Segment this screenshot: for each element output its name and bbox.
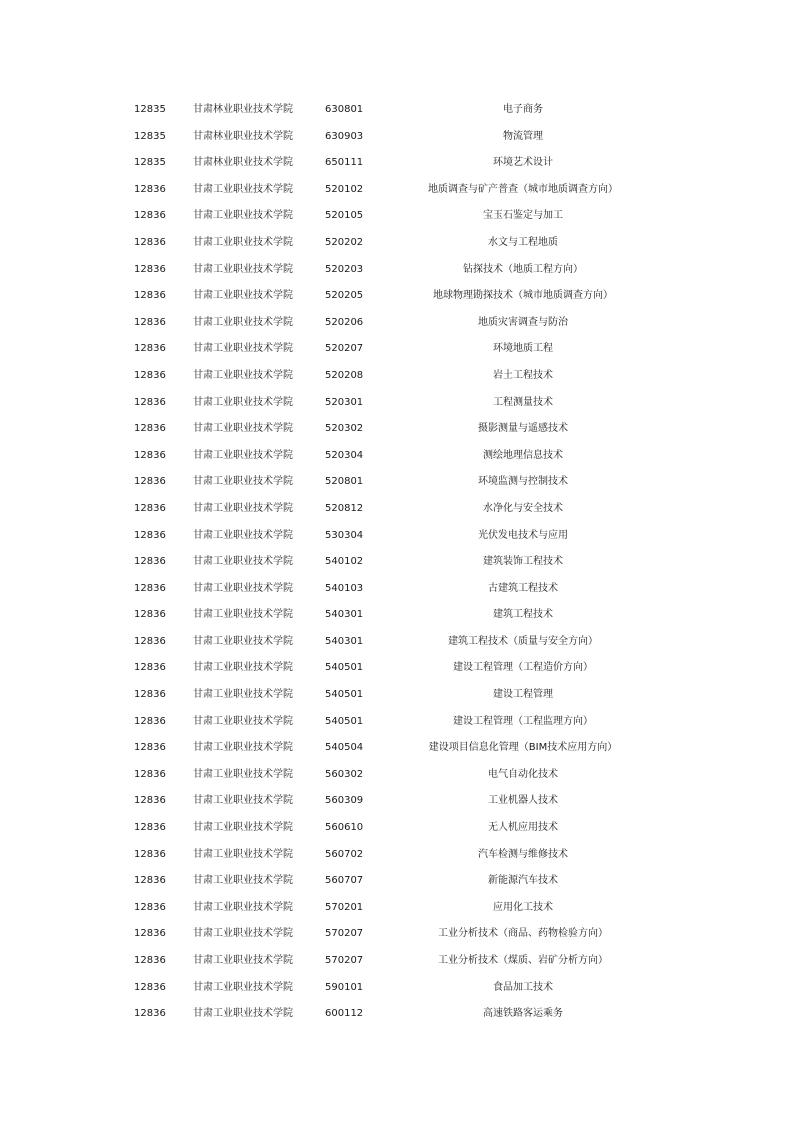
major-code-cell: 570201: [325, 901, 364, 913]
table-row: [0, 682, 794, 709]
table-row: [0, 576, 794, 603]
school-name-cell: 甘肃工业职业技术学院: [193, 236, 293, 248]
major-name-cell: 工程测量技术: [493, 396, 553, 408]
major-name-cell: 建设工程管理: [493, 689, 553, 701]
major-code-cell: 540301: [325, 609, 364, 621]
major-code-cell: 650111: [325, 157, 364, 169]
school-code-cell: 12836: [134, 529, 166, 541]
table-row: [0, 948, 794, 975]
school-code-cell: 12836: [134, 795, 166, 807]
major-code-cell: 540504: [325, 742, 364, 754]
major-name-cell: 建设工程管理（工程监理方向）: [453, 715, 593, 727]
table-row: [0, 310, 794, 337]
school-name-cell: 甘肃工业职业技术学院: [193, 928, 293, 940]
major-name-cell: 环境艺术设计: [493, 157, 553, 169]
major-code-cell: 520203: [325, 263, 364, 275]
school-name-cell: 甘肃工业职业技术学院: [193, 183, 293, 195]
school-code-cell: 12836: [134, 236, 166, 248]
table-row: [0, 97, 794, 124]
table-row: [0, 523, 794, 550]
major-code-cell: 520207: [325, 343, 364, 355]
major-code-cell: 540103: [325, 582, 364, 594]
major-code-cell: 530304: [325, 529, 364, 541]
school-name-cell: 甘肃工业职业技术学院: [193, 210, 293, 222]
table-row: [0, 975, 794, 1002]
major-name-cell: 工业分析技术（煤质、岩矿分析方向）: [438, 955, 608, 966]
school-name-cell: 甘肃工业职业技术学院: [193, 875, 293, 887]
school-code-cell: 12836: [134, 449, 166, 461]
major-code-cell: 520202: [325, 236, 364, 248]
major-code-cell: 600112: [325, 1008, 364, 1020]
school-code-cell: 12836: [134, 901, 166, 913]
table-row: [0, 177, 794, 204]
major-name-cell: 新能源汽车技术: [488, 875, 558, 887]
school-name-cell: 甘肃工业职业技术学院: [193, 476, 293, 488]
school-code-cell: 12836: [134, 928, 166, 940]
school-name-cell: 甘肃工业职业技术学院: [193, 369, 293, 381]
major-name-cell: 汽车检测与维修技术: [478, 848, 568, 860]
school-code-cell: 12836: [134, 715, 166, 727]
table-row: [0, 1001, 794, 1028]
major-name-cell: 建设项目信息化管理（BIM技术应用方向）: [428, 742, 618, 754]
major-name-cell: 测绘地理信息技术: [483, 449, 563, 461]
school-name-cell: 甘肃工业职业技术学院: [193, 502, 293, 514]
table-row: [0, 921, 794, 948]
major-name-cell: 光伏发电技术与应用: [478, 529, 568, 541]
table-row: [0, 735, 794, 762]
school-name-cell: 甘肃工业职业技术学院: [193, 662, 293, 674]
school-name-cell: 甘肃工业职业技术学院: [193, 343, 293, 355]
major-name-cell: 物流管理: [503, 130, 543, 142]
major-code-cell: 540102: [325, 556, 364, 568]
table-row: [0, 709, 794, 736]
school-code-cell: 12836: [134, 263, 166, 275]
major-name-cell: 宝玉石鉴定与加工: [483, 210, 563, 222]
school-name-cell: 甘肃工业职业技术学院: [193, 582, 293, 594]
table-row: [0, 443, 794, 470]
admission-table: [0, 97, 794, 1028]
table-row: [0, 336, 794, 363]
table-row: [0, 602, 794, 629]
major-name-cell: 工业分析技术（商品、药物检验方向）: [438, 928, 608, 940]
major-name-cell: 地质调查与矿产普查（城市地质调查方向）: [428, 183, 618, 195]
major-name-cell: 电子商务: [503, 104, 543, 115]
table-row: [0, 895, 794, 922]
school-code-cell: 12836: [134, 396, 166, 408]
school-code-cell: 12836: [134, 662, 166, 674]
table-row: [0, 124, 794, 151]
major-name-cell: 建筑工程技术: [493, 609, 553, 621]
major-code-cell: 520304: [325, 449, 364, 461]
school-name-cell: 甘肃工业职业技术学院: [193, 715, 293, 727]
table-row: [0, 868, 794, 895]
school-code-cell: 12836: [134, 768, 166, 780]
table-row: [0, 496, 794, 523]
major-code-cell: 520102: [325, 183, 364, 195]
major-code-cell: 570207: [325, 928, 364, 940]
major-code-cell: 520205: [325, 290, 364, 302]
school-name-cell: 甘肃林业职业技术学院: [193, 130, 293, 142]
table-row: [0, 283, 794, 310]
major-name-cell: 地质灾害调查与防治: [478, 316, 568, 328]
school-code-cell: 12835: [134, 157, 166, 169]
major-name-cell: 电气自动化技术: [488, 768, 558, 780]
school-name-cell: 甘肃工业职业技术学院: [193, 556, 293, 568]
major-name-cell: 环境监测与控制技术: [478, 476, 568, 488]
school-code-cell: 12836: [134, 369, 166, 381]
major-code-cell: 520208: [325, 369, 364, 381]
school-name-cell: 甘肃工业职业技术学院: [193, 689, 293, 701]
major-code-cell: 630903: [325, 130, 364, 142]
major-code-cell: 520801: [325, 476, 364, 488]
major-code-cell: 590101: [325, 981, 364, 993]
school-code-cell: 12836: [134, 210, 166, 222]
major-name-cell: 应用化工技术: [493, 901, 553, 913]
major-code-cell: 560610: [325, 822, 364, 834]
school-code-cell: 12836: [134, 423, 166, 435]
school-code-cell: 12836: [134, 502, 166, 514]
table-row: [0, 629, 794, 656]
major-name-cell: 地球物理勘探技术（城市地质调查方向）: [433, 290, 613, 302]
school-code-cell: 12836: [134, 822, 166, 834]
table-row: [0, 363, 794, 390]
major-code-cell: 520302: [325, 423, 364, 435]
table-row: [0, 655, 794, 682]
major-name-cell: 钻探技术（地质工程方向）: [463, 263, 583, 275]
major-name-cell: 环境地质工程: [493, 343, 553, 355]
major-code-cell: 540501: [325, 715, 364, 727]
school-name-cell: 甘肃工业职业技术学院: [193, 529, 293, 541]
major-code-cell: 560702: [325, 848, 364, 860]
major-name-cell: 无人机应用技术: [488, 822, 558, 834]
major-name-cell: 摄影测量与遥感技术: [478, 423, 568, 435]
school-code-cell: 12836: [134, 582, 166, 594]
major-name-cell: 岩土工程技术: [493, 369, 553, 381]
school-name-cell: 甘肃工业职业技术学院: [193, 316, 293, 328]
major-code-cell: 570207: [325, 955, 364, 966]
school-code-cell: 12836: [134, 689, 166, 701]
school-code-cell: 12836: [134, 290, 166, 302]
school-name-cell: 甘肃工业职业技术学院: [193, 955, 293, 966]
school-name-cell: 甘肃工业职业技术学院: [193, 981, 293, 993]
school-code-cell: 12836: [134, 556, 166, 568]
table-row: [0, 390, 794, 417]
school-code-cell: 12836: [134, 609, 166, 621]
major-code-cell: 560707: [325, 875, 364, 887]
school-code-cell: 12836: [134, 1008, 166, 1020]
table-row: [0, 150, 794, 177]
school-name-cell: 甘肃工业职业技术学院: [193, 609, 293, 621]
major-name-cell: 古建筑工程技术: [488, 582, 558, 594]
school-name-cell: 甘肃工业职业技术学院: [193, 901, 293, 913]
major-code-cell: 540501: [325, 662, 364, 674]
school-code-cell: 12836: [134, 981, 166, 993]
major-name-cell: 食品加工技术: [493, 981, 553, 993]
school-code-cell: 12836: [134, 316, 166, 328]
major-name-cell: 工业机器人技术: [488, 795, 558, 807]
school-name-cell: 甘肃工业职业技术学院: [193, 795, 293, 807]
school-code-cell: 12836: [134, 635, 166, 647]
major-name-cell: 建筑装饰工程技术: [483, 556, 563, 568]
major-code-cell: 520206: [325, 316, 364, 328]
table-row: [0, 416, 794, 443]
school-name-cell: 甘肃工业职业技术学院: [193, 635, 293, 647]
major-code-cell: 520301: [325, 396, 364, 408]
school-name-cell: 甘肃工业职业技术学院: [193, 848, 293, 860]
school-name-cell: 甘肃工业职业技术学院: [193, 742, 293, 754]
school-code-cell: 12836: [134, 742, 166, 754]
major-code-cell: 540301: [325, 635, 364, 647]
school-name-cell: 甘肃工业职业技术学院: [193, 290, 293, 302]
major-name-cell: 高速铁路客运乘务: [483, 1008, 563, 1020]
school-code-cell: 12836: [134, 955, 166, 966]
major-name-cell: 水净化与安全技术: [483, 502, 563, 514]
school-name-cell: 甘肃林业职业技术学院: [193, 104, 293, 115]
table-row: [0, 257, 794, 284]
school-name-cell: 甘肃工业职业技术学院: [193, 822, 293, 834]
table-row: [0, 815, 794, 842]
table-row: [0, 469, 794, 496]
school-code-cell: 12836: [134, 476, 166, 488]
school-name-cell: 甘肃工业职业技术学院: [193, 396, 293, 408]
school-code-cell: 12836: [134, 343, 166, 355]
major-code-cell: 560302: [325, 768, 364, 780]
major-code-cell: 520812: [325, 502, 364, 514]
school-name-cell: 甘肃工业职业技术学院: [193, 449, 293, 461]
table-row: [0, 549, 794, 576]
school-name-cell: 甘肃工业职业技术学院: [193, 768, 293, 780]
school-code-cell: 12836: [134, 183, 166, 195]
table-row: [0, 203, 794, 230]
table-row: [0, 788, 794, 815]
major-code-cell: 630801: [325, 104, 364, 115]
school-code-cell: 12836: [134, 875, 166, 887]
school-name-cell: 甘肃工业职业技术学院: [193, 1008, 293, 1020]
major-code-cell: 540501: [325, 689, 364, 701]
school-code-cell: 12835: [134, 104, 166, 115]
major-code-cell: 520105: [325, 210, 364, 222]
table-row: [0, 842, 794, 869]
major-name-cell: 建筑工程技术（质量与安全方向）: [448, 635, 598, 647]
school-name-cell: 甘肃工业职业技术学院: [193, 263, 293, 275]
major-code-cell: 560309: [325, 795, 364, 807]
school-name-cell: 甘肃工业职业技术学院: [193, 423, 293, 435]
major-name-cell: 水文与工程地质: [488, 236, 558, 248]
major-name-cell: 建设工程管理（工程造价方向）: [453, 662, 593, 674]
table-row: [0, 230, 794, 257]
table-row: [0, 762, 794, 789]
school-code-cell: 12835: [134, 130, 166, 142]
school-name-cell: 甘肃林业职业技术学院: [193, 157, 293, 169]
school-code-cell: 12836: [134, 848, 166, 860]
